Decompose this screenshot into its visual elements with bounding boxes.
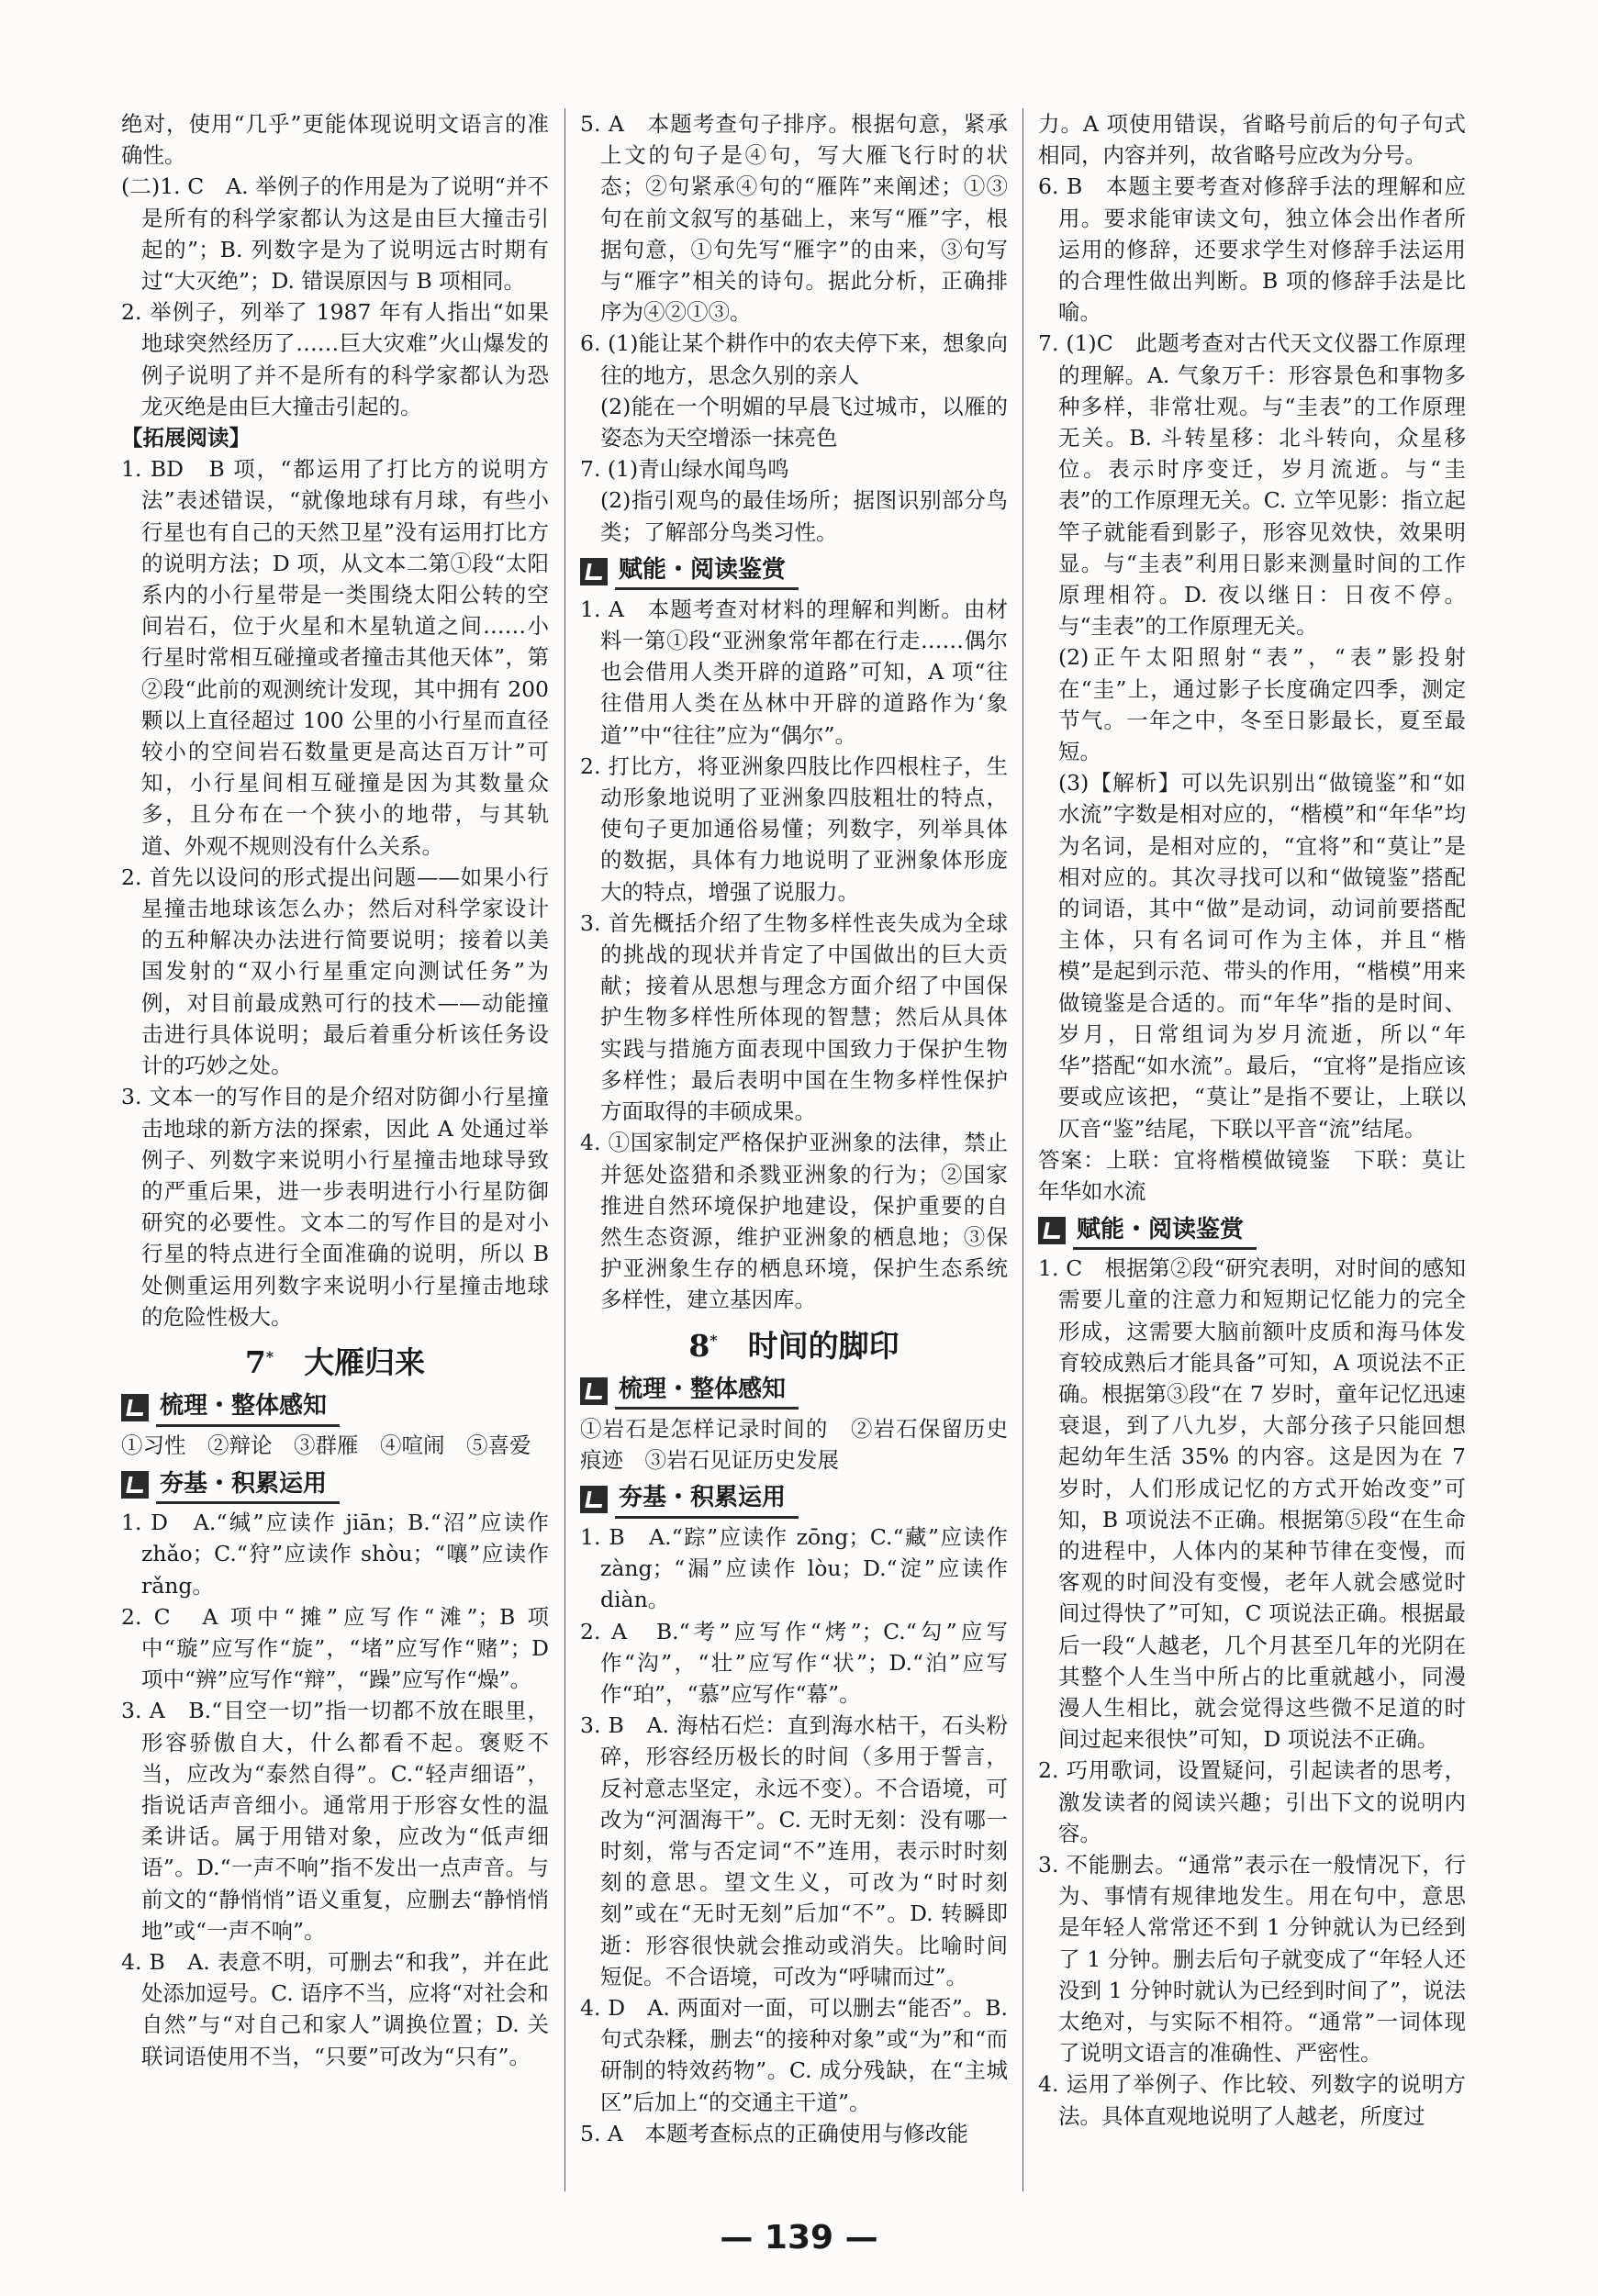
section-label-extended-reading: 【拓展阅读】 bbox=[121, 425, 251, 451]
section-header bbox=[121, 1468, 549, 1501]
lesson-number: 8 bbox=[688, 1327, 710, 1364]
answer-item: 4. 运用了举例子、作比较、列数字的说明方法。具体直观地说明了人越老，所度过 bbox=[1038, 2071, 1466, 2129]
column-left bbox=[121, 108, 549, 2072]
answer-item: 1. BD B 项，“都运用了打比方的说明方法”表述错误，“就像地球有月球，有些小行星也有自己的天然卫星”没有运用打比方的说明方法；D 项，从文本二第①段“太阳系内的小行星带是一类围绕太阳公转的空间岩石，位于火星和木星轨道之间……小行星时常相互碰撞或者撞击其他天体”，第②段“此前的观测统计发现，其中拥有 200 颗以上直径超过 100 公里的小行星而直径较小的空间岩石数量更是高达百万计”可知，小行星间相互碰撞是因为其数量众多，且分布在一个狭小的地带，与其轨道、外观不规则没有什么关系。 bbox=[121, 456, 549, 859]
lesson-number: 7 bbox=[244, 1343, 266, 1380]
section-check-icon bbox=[580, 558, 608, 585]
section-label: 梳理・整体感知 bbox=[615, 1372, 799, 1410]
section-check-icon bbox=[580, 1377, 608, 1405]
answer-item: 2. 首先以设问的形式提出问题——如果小行星撞击地球该怎么办；然后对科学家设计的五种解决办法进行简要说明；接着以美国发射的“双小行星重定向测试任务”为例，对目前最成熟可行的技术——动能撞击进行具体说明；最后着重分析该任务设计的巧妙之处。 bbox=[121, 864, 549, 1079]
answer-item: 5. A 本题考查标点的正确使用与修改能 bbox=[580, 2120, 968, 2146]
page-number: — 139 — bbox=[720, 2219, 878, 2257]
lesson-title bbox=[580, 1320, 1008, 1367]
section-check-icon bbox=[1038, 1217, 1066, 1244]
column-middle bbox=[580, 108, 1008, 2149]
answer-item: 6. (1)能让某个耕作中的农夫停下来，想象向往的地方，思念久别的亲人 bbox=[580, 330, 1008, 388]
column-right bbox=[1038, 108, 1466, 2132]
paragraph: ①岩石是怎样记录时间的 ②岩石保留历史痕迹 ③岩石见证历史发展 bbox=[580, 1415, 1008, 1473]
answer-item: 7. (1)青山绿水闻鸟鸣 bbox=[580, 456, 789, 483]
answer-item: 1. B A.“踪”应读作 zōng；C.“藏”应读作 zàng；“漏”应读作 lòu；D.“淀”应读作 diàn。 bbox=[580, 1523, 1008, 1613]
section-check-icon bbox=[121, 1471, 149, 1499]
section-label: 夯基・积累运用 bbox=[615, 1480, 799, 1518]
answer-line: 答案：上联：宜将楷模做镜鉴 下联：莫让年华如水流 bbox=[1038, 1146, 1466, 1204]
answer-item: 4. ①国家制定严格保护亚洲象的法律，禁止并惩处盗猎和杀戮亚洲象的行为；②国家推进自然环境保护地建设，保护重要的自然生态资源，维护亚洲象的栖息地；③保护亚洲象生存的栖息环境，保护生态系统多样性，建立基因库。 bbox=[580, 1130, 1008, 1313]
section-check-icon bbox=[580, 1486, 608, 1513]
paragraph: 绝对，使用“几乎”更能体现说明文语言的准确性。 bbox=[121, 111, 549, 169]
answer-item: 1. D A.“缄”应读作 jiān；B.“沼”应读作 zhǎo；C.“狩”应读作 shòu；“嚷”应读作 rǎng。 bbox=[121, 1510, 549, 1599]
answer-item: 2. 举例子，列举了 1987 年有人指出“如果地球突然经历了……巨大灾难”火山爆发的例子说明了并不是所有的科学家都认为恐龙灭绝是由巨大撞击引起的。 bbox=[121, 299, 549, 419]
answer-item: 3. A B.“目空一切”指一切都不放在眼里，形容骄傲自大，什么都看不起。褒贬不当，应改为“泰然自得”。C.“轻声细语”，指说话声音细小。通常用于形容女性的温柔讲话。属于用错对象，应改为“低声细语”。D.“一声不响”指不发出一点声音。与前文的“静悄悄”语义重复，应删去“静悄悄地”或“一声不响”。 bbox=[121, 1698, 549, 1944]
answer-item: 3. 文本一的写作目的是介绍对防御小行星撞击地球的新方法的探索，因此 A 处通过举例子、列数字来说明小行星撞击地球导致的严重后果，进一步表明进行小行星防御研究的必要性。文本二的写作目的是对小行星的特点进行全面准确的说明，所以 B 处侧重运用列数字来说明小行星撞击地球的危险性极大。 bbox=[121, 1084, 549, 1330]
lesson-star: * bbox=[710, 1331, 718, 1349]
answer-item: (二)1. C A. 举例子的作用是为了说明“并不是所有的科学家都认为这是由巨大撞击引起的”；B. 列数字是为了说明远古时期有过“大灭绝”；D. 错误原因与 B 项相同。 bbox=[121, 173, 549, 295]
section-label: 夯基・积累运用 bbox=[156, 1466, 340, 1504]
paragraph: 力。A 项使用错误，省略号前后的句子句式相同，内容并列，故省略号应改为分号。 bbox=[1038, 111, 1466, 169]
section-label: 梳理・整体感知 bbox=[156, 1388, 340, 1426]
answer-item: (2)正午太阳照射“表”，“表”影投射在“圭”上，通过影子长度确定四季，测定节气。一年之中，冬至日影最长，夏至最短。 bbox=[1058, 644, 1466, 765]
column-divider-right bbox=[1022, 108, 1023, 2191]
section-header bbox=[121, 1391, 549, 1424]
section-check-icon bbox=[121, 1394, 149, 1421]
answer-item: 3. 首先概括介绍了生物多样性丧失成为全球的挑战的现状并肯定了中国做出的巨大贡献；接着从思想与理念方面介绍了中国保护生物多样性所体现的智慧；然后从具体实践与措施方面表现中国致力于保护生物多样性；最后表明中国在生物多样性保护方面取得的丰硕成果。 bbox=[580, 909, 1008, 1125]
section-header bbox=[580, 1483, 1008, 1516]
answer-item: (3)【解析】可以先识别出“做镜鉴”和“如水流”字数是相对应的，“楷模”和“年华”均为名词，是相对应的，“宜将”和“莫让”是相对应的。其次寻找可以和“做镜鉴”搭配的词语，其中“做”是动词，动词前要搭配主体，只有名词可作为主体，并且“楷模”是起到示范、带头的作用，“楷模”用来做镜鉴是合适的。而“年华”指的是时间、岁月，日常组词为岁月流逝，所以“年华”搭配“如水流”。最后，“宜将”是指应该要或应该把，“莫让”是指不要让，上联以仄音“鉴”结尾，下联以平音“流”结尾。 bbox=[1058, 770, 1466, 1142]
answer-item: 2. 打比方，将亚洲象四肢比作四根柱子，生动形象地说明了亚洲象四肢粗壮的特点，使句子更加通俗易懂；列数字，列举具体的数据，具体有力地说明了亚洲象体形庞大的特点，增强了说服力。 bbox=[580, 752, 1008, 905]
section-header bbox=[580, 1375, 1008, 1408]
paragraph: ①习性 ②辩论 ③群雁 ④喧闹 ⑤喜爱 bbox=[121, 1432, 531, 1458]
answer-item: 3. B A. 海枯石烂：直到海水枯干，石头粉碎，形容经历极长的时间（多用于誓言，反衬意志坚定，永远不变）。不合语境，可改为“河涸海干”。C. 无时无刻：没有哪一时刻，常与否定词“不”连用，表示时时刻刻的意思。望文生义，可改为“时时刻刻”或在“无时无刻”后加“不”。D. 转瞬即逝：形容很快就会推动或消失。比喻时间短促。不合语境，可改为“呼啸而过”。 bbox=[580, 1712, 1008, 1989]
lesson-name: 时间的脚印 bbox=[747, 1327, 900, 1364]
answer-item: 2. C A 项中“摊”应写作“滩”；B 项中“璇”应写作“旋”，“堵”应写作“赌”；D 项中“辨”应写作“辩”，“躁”应写作“燥”。 bbox=[121, 1603, 549, 1693]
column-divider-left bbox=[564, 108, 565, 2191]
section-label: 赋能・阅读鉴赏 bbox=[615, 552, 799, 590]
lesson-title bbox=[121, 1336, 549, 1384]
lesson-star: * bbox=[265, 1347, 274, 1365]
section-header bbox=[1038, 1214, 1466, 1247]
answer-item: 7. (1)C 此题考查对古代天文仪器工作原理的理解。A. 气象万千：形容景色和事物多种多样，非常壮观。与“圭表”的工作原理无关。B. 斗转星移：北斗转向，众星移位。表示时序变迁，岁月流逝。与“圭表”的工作原理无关。C. 立竿见影：指立起竿子就能看到影子，形容见效快，效果明显。与“圭表”利用日影来测量时间的工作原理相符。D. 夜以继日：日夜不停。与“圭表”的工作原理无关。 bbox=[1038, 330, 1466, 640]
answer-item: 6. B 本题主要考查对修辞手法的理解和应用。要求能审读文句，独立体会出作者所运用的修辞，还要求学生对修辞手法运用的合理性做出判断。B 项的修辞手法是比喻。 bbox=[1038, 173, 1466, 326]
answer-item: 1. A 本题考查对材料的理解和判断。由材料一第①段“亚洲象常年都在行走……偶尔也会借用人类开辟的道路”可知，A 项“往往借用人类在丛林中开辟的道路作为‘象道’”中“往往”应为“偶尔”。 bbox=[580, 596, 1008, 748]
answer-item: 3. 不能删去。“通常”表示在一般情况下，行为、事情有规律地发生。用在句中，意思是年轻人常常还不到 1 分钟就认为已经到了 1 分钟。删去后句子就变成了“年轻人还没到 1 分钟时就认为已经到时间了”，说法太绝对，与实际不相符。“通常”一词体现了说明文语言的准确性、严密性。 bbox=[1038, 1851, 1466, 2067]
answer-item: (2)指引观鸟的最佳场所；据图识别部分鸟类；了解部分鸟类习性。 bbox=[600, 487, 1008, 545]
answer-item: 5. A 本题考查句子排序。根据句意，紧承上文的句子是④句，写大雁飞行时的状态；②句紧承④句的“雁阵”来阐述；①③句在前文叙写的基础上，来写“雁”字，根据句意，①句先写“雁字”的由来，③句写与“雁字”相关的诗句。据此分析，正确排序为④②①③。 bbox=[580, 111, 1008, 326]
section-header bbox=[580, 555, 1008, 588]
answer-item: 2. A B.“考”应写作“烤”；C.“勾”应写作“沟”，“壮”应写作“状”；D.“泊”应写作“珀”，“慕”应写作“幕”。 bbox=[580, 1618, 1008, 1707]
answer-item: (2)能在一个明媚的早晨飞过城市，以雁的姿态为天空增添一抹亮色 bbox=[600, 393, 1008, 451]
lesson-name: 大雁归来 bbox=[304, 1343, 426, 1380]
section-label: 赋能・阅读鉴赏 bbox=[1073, 1212, 1257, 1250]
answer-item: 2. 巧用歌词，设置疑问，引起读者的思考，激发读者的阅读兴趣；引出下文的说明内容。 bbox=[1038, 1757, 1466, 1846]
answer-item: 1. C 根据第②段“研究表明，对时间的感知需要儿童的注意力和短期记忆能力的完全形成，这需要大脑前额叶皮质和海马体发育较成熟后才能具备”可知，A 项说法不正确。根据第③段“在 7 岁时，童年记忆迅速衰退，到了八九岁，大部分孩子只能回想起幼年生活 35% 的内容。这是因为在 7 岁时，人们形成记忆的方式开始改变”可知，B 项说法不正确。根据第⑤段“在生命的进程中，人体内的某种节律在变慢，而客观的时间没有变慢，老年人就会感觉时间过得快了”可知，C 项说法正确。根据最后一段“人越老，几个月甚至几年的光阴在其整个人生当中所占的比重就越小，同漫漫人生相比，就会觉得这些微不足道的时间过起来很快”可知，D 项说法不正确。 bbox=[1038, 1255, 1466, 1753]
answer-item: 4. D A. 两面对一面，可以删去“能否”。B. 句式杂糅，删去“的接种对象”或“为”和“而研制的特效药物”。C. 成分残缺，在“主城区”后加上“的交通主干道”。 bbox=[580, 1994, 1008, 2115]
answer-item: 4. B A. 表意不明，可删去“和我”，并在此处添加逗号。C. 语序不当，应将“对社会和自然”与“对自己和家人”调换位置；D. 关联词语使用不当，“只要”可改为“只有”。 bbox=[121, 1948, 549, 2069]
